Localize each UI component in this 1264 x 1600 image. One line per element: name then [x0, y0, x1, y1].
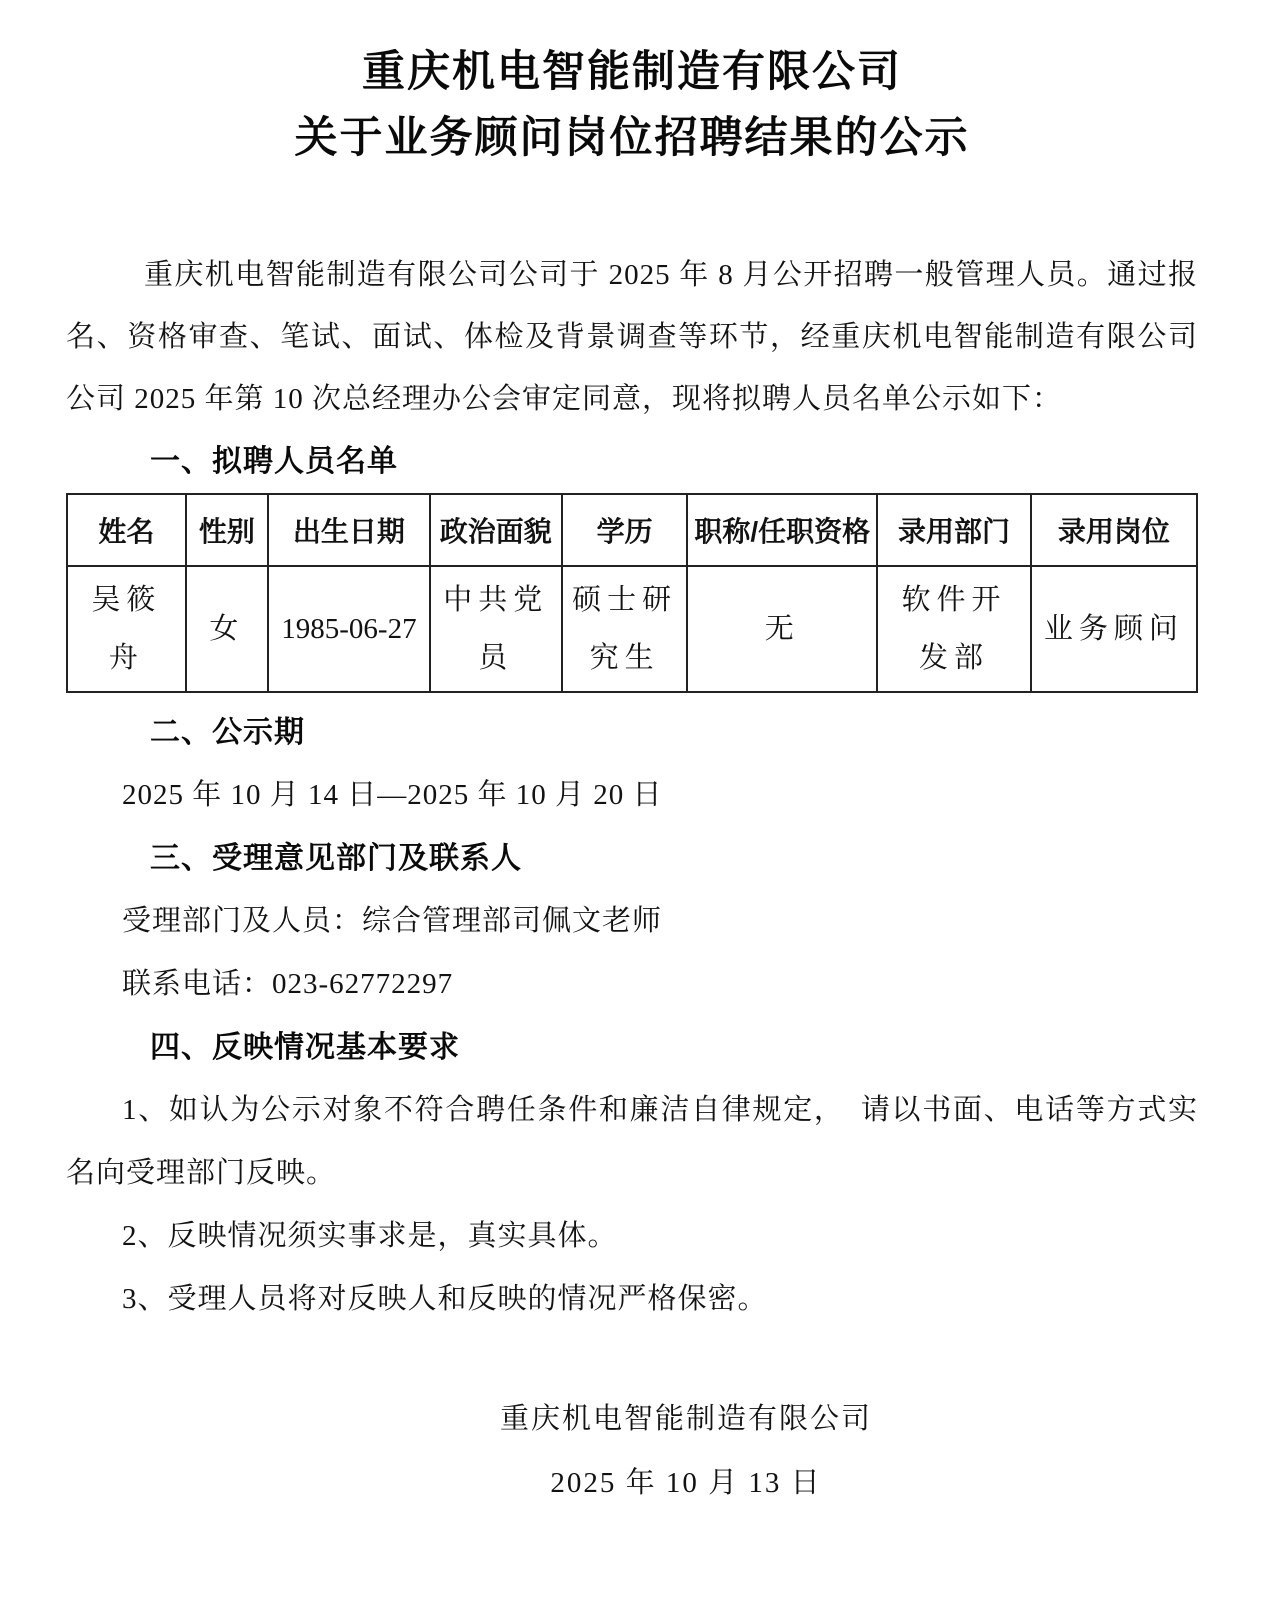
- col-header-birthdate: 出生日期: [268, 494, 430, 566]
- publicity-period: 2025 年 10 月 14 日—2025 年 10 月 20 日: [122, 779, 663, 811]
- requirement-item-3: 3、受理人员将对反映人和反映的情况严格保密。: [122, 1283, 768, 1315]
- table-header-row: [67, 494, 1197, 566]
- section3-heading: 三、受理意见部门及联系人: [150, 842, 522, 875]
- col-header-political-status: 政治面貌: [430, 494, 562, 566]
- section2-heading: 二、公示期: [150, 716, 305, 749]
- col-header-hiring-department: 录用部门: [877, 494, 1031, 566]
- section4-heading: 四、反映情况基本要求: [150, 1031, 460, 1064]
- col-header-education: 学历: [562, 494, 687, 566]
- doc-title-line1: 重庆机电智能制造有限公司: [362, 49, 902, 96]
- cell-title-qualification: 无: [687, 566, 877, 692]
- cell-gender: 女: [186, 566, 268, 692]
- contact-department-line: 受理部门及人员：综合管理部司佩文老师: [122, 905, 663, 937]
- table-row: [67, 566, 1197, 692]
- signature-block: [500, 1387, 872, 1515]
- col-header-gender: 性别: [186, 494, 268, 566]
- requirement-item-1: 1、如认为公示对象不符合聘任条件和廉洁自律规定， 请以书面、电话等方式实名向受理部门反映。: [66, 1094, 1198, 1189]
- intro-paragraph: 重庆机电智能制造有限公司公司于 2025 年 8 月公开招聘一般管理人员。通过报名、资格审查、笔试、面试、体检及背景调查等环节，经重庆机电智能制造有限公司公司 2025 年第 10 次总经理办公会审定同意，现将拟聘人员名单公示如下：: [66, 259, 1198, 415]
- hire-table: [66, 493, 1198, 693]
- cell-name: 吴筱舟: [67, 566, 186, 692]
- section1-heading: 一、拟聘人员名单: [150, 445, 398, 478]
- contact-phone-line: 联系电话：023-62772297: [122, 968, 454, 1000]
- requirement-item-2: 2、反映情况须实事求是，真实具体。: [122, 1220, 618, 1252]
- cell-education: 硕士研究生: [562, 566, 687, 692]
- cell-political-status: 中共党员: [430, 566, 562, 692]
- cell-hiring-department: 软件开发部: [877, 566, 1031, 692]
- signature-company: 重庆机电智能制造有限公司: [499, 1403, 872, 1435]
- col-header-hiring-position: 录用岗位: [1031, 494, 1197, 566]
- signature-date: 2025 年 10 月 13 日: [550, 1467, 822, 1499]
- col-header-name: 姓名: [67, 494, 186, 566]
- doc-title-line2: 关于业务顾问岗位招聘结果的公示: [294, 115, 970, 162]
- col-header-title-qualification: 职称/任职资格: [687, 494, 877, 566]
- cell-birthdate: 1985-06-27: [268, 566, 430, 692]
- cell-hiring-position: 业务顾问: [1031, 566, 1197, 692]
